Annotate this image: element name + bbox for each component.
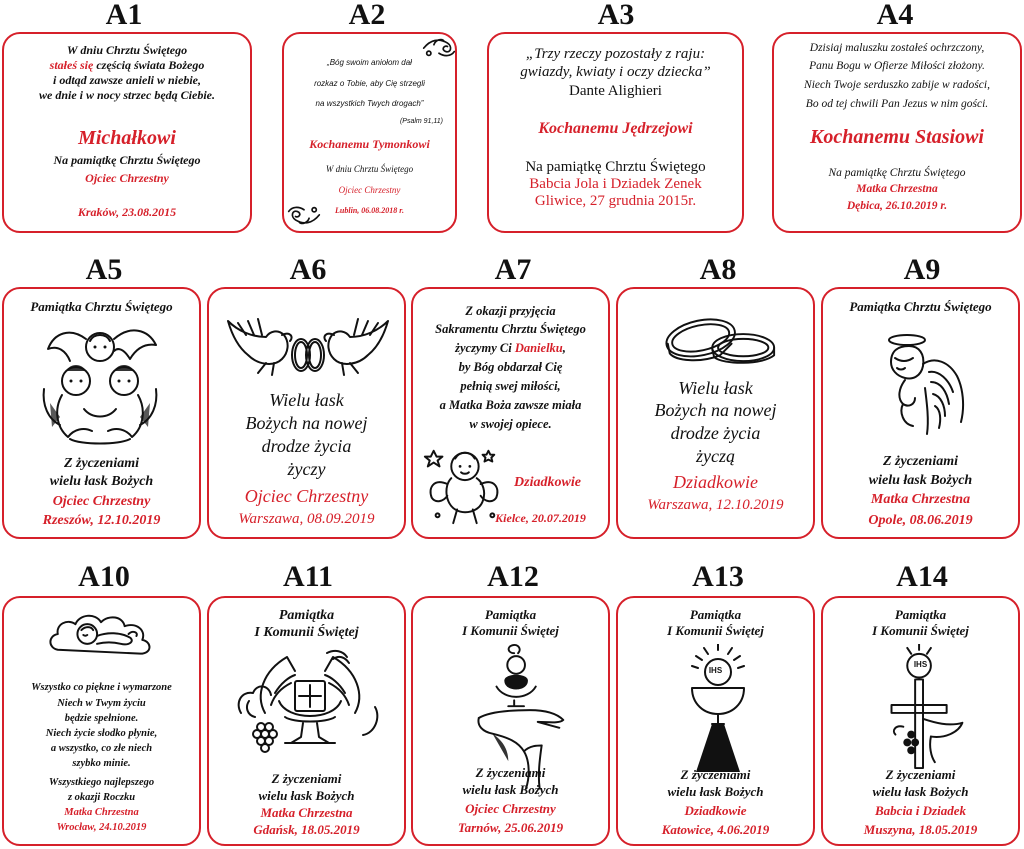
label-a10: A10 xyxy=(78,560,130,593)
a10-verse: będzie spełnione. xyxy=(64,713,139,724)
a13-place-date: Katowice, 4.06.2019 xyxy=(661,822,770,837)
a5-from: Ojciec Chrzestny xyxy=(52,494,151,509)
label-a3: A3 xyxy=(597,0,635,31)
a11-wishes: wielu łask Bożych xyxy=(258,788,355,803)
a14-title: I Komunii Świętej xyxy=(872,623,969,638)
a7-line-start: życzymy Ci xyxy=(455,341,515,355)
a12-place-date: Tarnów, 25.06.2019 xyxy=(457,820,564,835)
a10-verse: Wszystko co piękne i wymarzone xyxy=(31,682,172,693)
a7-recipient: Danielku xyxy=(514,341,563,355)
a5-wishes: wielu łask Bożych xyxy=(49,474,154,489)
card-a5[interactable] xyxy=(2,287,201,539)
a14-wishes: Z życzeniami xyxy=(885,767,956,782)
label-a8: A8 xyxy=(699,253,737,286)
card-a8[interactable] xyxy=(616,287,815,539)
a1-line: i odtąd zawsze anieli w niebie, xyxy=(52,73,201,87)
card-a6[interactable] xyxy=(207,287,406,539)
label-a13: A13 xyxy=(692,560,744,593)
a3-from: Babcia Jola i Dziadek Zenek xyxy=(529,176,702,192)
a12-title: Pamiątka xyxy=(484,607,537,622)
a7-line: pełnią swej miłości, xyxy=(460,379,561,393)
a1-from: Ojciec Chrzestny xyxy=(85,171,169,185)
a2-place-date: Lublin, 06.08.2018 r. xyxy=(335,206,404,215)
a7-from: Dziadkowie xyxy=(514,475,581,490)
a2-quote: na wszystkich Twych drogach” xyxy=(315,99,424,108)
card-a9[interactable] xyxy=(821,287,1020,539)
a1-recipient: Michałkowi xyxy=(78,127,176,149)
sleeping-baby-cloud-icon xyxy=(44,604,162,664)
a2-from: Ojciec Chrzestny xyxy=(338,185,401,195)
a13-title: I Komunii Świętej xyxy=(667,623,764,638)
praying-angel-icon xyxy=(869,327,969,439)
card-a7[interactable] xyxy=(411,287,610,539)
card-a3[interactable] xyxy=(487,32,744,233)
a9-title: Pamiątka Chrztu Świętego xyxy=(849,299,992,314)
a7-line: Z okazji przyjęcia xyxy=(465,304,556,318)
a4-from: Matka Chrzestna xyxy=(856,183,938,195)
a10-verse: Niech życie słodko płynie, xyxy=(45,728,158,739)
card-a13[interactable] xyxy=(616,596,815,846)
a1-place-date: Kraków, 23.08.2015 xyxy=(77,205,177,219)
a4-verse: Dzisiaj maluszku zostałeś ochrzczony, xyxy=(809,42,985,54)
a9-place-date: Opole, 08.06.2019 xyxy=(868,513,973,528)
a11-wishes: Z życzeniami xyxy=(271,771,342,786)
a8-wishes: życzą xyxy=(696,446,735,466)
a10-from: Matka Chrzestna xyxy=(64,807,139,818)
a13-wishes: wielu łask Bożych xyxy=(667,784,764,799)
a1-highlight: stałeś się xyxy=(49,58,94,72)
label-a7: A7 xyxy=(494,253,532,286)
a5-title: Pamiątka Chrztu Świętego xyxy=(30,299,173,314)
a10-wishes: z okazji Roczku xyxy=(67,792,136,803)
a12-wishes: Z życzeniami xyxy=(475,765,546,780)
cherubs-icon xyxy=(38,319,162,449)
a13-ihs: IHS xyxy=(708,666,723,675)
a14-ihs: IHS xyxy=(913,660,928,669)
a4-line: Na pamiątkę Chrztu Świętego xyxy=(828,167,966,179)
a1-line xyxy=(4,59,250,73)
a7-line: a Matka Boża zawsze miała xyxy=(439,398,582,412)
a14-from: Babcia i Dziadek xyxy=(875,803,966,818)
a8-wishes: Bożych na nowej xyxy=(654,400,777,420)
a7-line: by Bóg obdarzał Cię xyxy=(458,360,563,374)
a9-wishes: wielu łask Bożych xyxy=(868,473,973,488)
a6-from: Ojciec Chrzestny xyxy=(244,486,369,506)
a12-title: I Komunii Świętej xyxy=(462,623,559,638)
a1-line-rest: częścią świata Bożego xyxy=(93,58,205,72)
label-a1: A1 xyxy=(105,0,143,31)
card-a2[interactable] xyxy=(282,32,457,233)
a8-place-date: Warszawa, 12.10.2019 xyxy=(647,497,784,513)
card-a12[interactable] xyxy=(411,596,610,846)
card-a14[interactable] xyxy=(821,596,1020,846)
a8-wishes: drodze życia xyxy=(670,423,761,443)
a4-recipient: Kochanemu Stasiowi xyxy=(810,126,984,148)
a6-place-date: Warszawa, 08.09.2019 xyxy=(238,511,375,527)
a3-recipient: Kochanemu Jędrzejowi xyxy=(538,120,693,137)
a11-title: Pamiątka xyxy=(278,608,335,623)
a10-place-date: Wrocław, 24.10.2019 xyxy=(56,822,147,833)
a12-wishes: wielu łask Bożych xyxy=(462,782,559,797)
doves-rings-icon xyxy=(217,301,399,381)
label-a12: A12 xyxy=(487,560,539,593)
wedding-rings-icon xyxy=(662,301,778,369)
a5-place-date: Rzeszów, 12.10.2019 xyxy=(42,513,161,528)
a10-verse: szybko minie. xyxy=(72,758,131,769)
a3-quote: gwiazdy, kwiaty i oczy dziecka” xyxy=(520,64,711,80)
a1-line: W dniu Chrztu Świętego xyxy=(66,43,188,57)
a9-wishes: Z życzeniami xyxy=(882,454,959,469)
card-a11[interactable] xyxy=(207,596,406,846)
a10-wishes: Wszystkiego najlepszego xyxy=(48,777,155,788)
a4-verse: Panu Bogu w Ofierze Miłości złożony. xyxy=(809,60,985,72)
a7-place-date: Kielce, 20.07.2019 xyxy=(495,511,586,525)
card-a1[interactable] xyxy=(2,32,252,233)
a11-place-date: Gdańsk, 18.05.2019 xyxy=(253,822,360,837)
a14-wishes: wielu łask Bożych xyxy=(872,784,969,799)
a2-quote: „Bóg swoim aniołom dał xyxy=(327,58,412,67)
a3-place-date: Gliwice, 27 grudnia 2015r. xyxy=(534,193,697,209)
a2-recipient: Kochanemu Tymonkowi xyxy=(309,137,430,151)
a13-wishes: Z życzeniami xyxy=(680,767,751,782)
a6-wishes: Wielu łask xyxy=(269,390,344,410)
a7-comma: , xyxy=(562,341,566,355)
chalice-host-icon xyxy=(678,644,758,774)
label-a4: A4 xyxy=(876,0,914,31)
a10-verse: a wszystko, co złe niech xyxy=(50,743,153,754)
a9-from: Matka Chrzestna xyxy=(870,492,971,507)
card-a10[interactable] xyxy=(2,596,201,846)
a2-quote: rozkaz o Tobie, aby Cię strzegli xyxy=(314,79,425,88)
label-a2: A2 xyxy=(348,0,386,31)
label-a11: A11 xyxy=(282,560,333,593)
a6-wishes: życzy xyxy=(287,459,326,479)
a7-line: w swojej opiece. xyxy=(469,417,552,431)
card-a4[interactable] xyxy=(772,32,1022,233)
label-a5: A5 xyxy=(85,253,123,286)
a1-line: Na pamiątkę Chrztu Świętego xyxy=(53,153,201,167)
a5-wishes: Z życzeniami xyxy=(63,456,140,471)
a4-place-date: Dębica, 26.10.2019 r. xyxy=(846,200,948,212)
a7-line: Sakramentu Chrztu Świętego xyxy=(435,322,586,336)
a11-title: I Komunii Świętej xyxy=(254,625,359,640)
chalice-grapes-wheat-icon xyxy=(235,642,385,754)
a6-wishes: drodze życia xyxy=(261,436,352,456)
a13-from: Dziadkowie xyxy=(684,803,747,818)
a3-line: Na pamiątkę Chrztu Świętego xyxy=(525,159,706,175)
a4-verse: Bo od tej chwili Pan Jezus w nim gości. xyxy=(805,98,989,110)
a14-place-date: Muszyna, 18.05.2019 xyxy=(863,822,978,837)
a3-author: Dante Alighieri xyxy=(569,83,662,99)
a12-from: Ojciec Chrzestny xyxy=(465,801,556,816)
label-a14: A14 xyxy=(896,560,948,593)
a13-title: Pamiątka xyxy=(689,607,742,622)
a10-verse: Niech w Twym życiu xyxy=(57,698,146,709)
a3-quote: „Trzy rzeczy pozostały z raju: xyxy=(525,46,706,62)
label-a6: A6 xyxy=(289,253,327,286)
a7-line xyxy=(413,341,608,355)
a2-reference: (Psalm 91,11) xyxy=(399,118,443,125)
a11-from: Matka Chrzestna xyxy=(260,805,353,820)
a6-wishes: Bożych na nowej xyxy=(245,413,368,433)
a4-verse: Niech Twoje serduszko zabije w radości, xyxy=(804,79,990,91)
label-a9: A9 xyxy=(903,253,941,286)
a1-line: we dnie i w nocy strzec będą Ciebie. xyxy=(39,88,215,102)
a8-wishes: Wielu łask xyxy=(678,378,753,398)
a14-title: Pamiątka xyxy=(894,607,947,622)
a2-line: W dniu Chrztu Świętego xyxy=(325,164,414,174)
a8-from: Dziadkowie xyxy=(673,472,758,492)
